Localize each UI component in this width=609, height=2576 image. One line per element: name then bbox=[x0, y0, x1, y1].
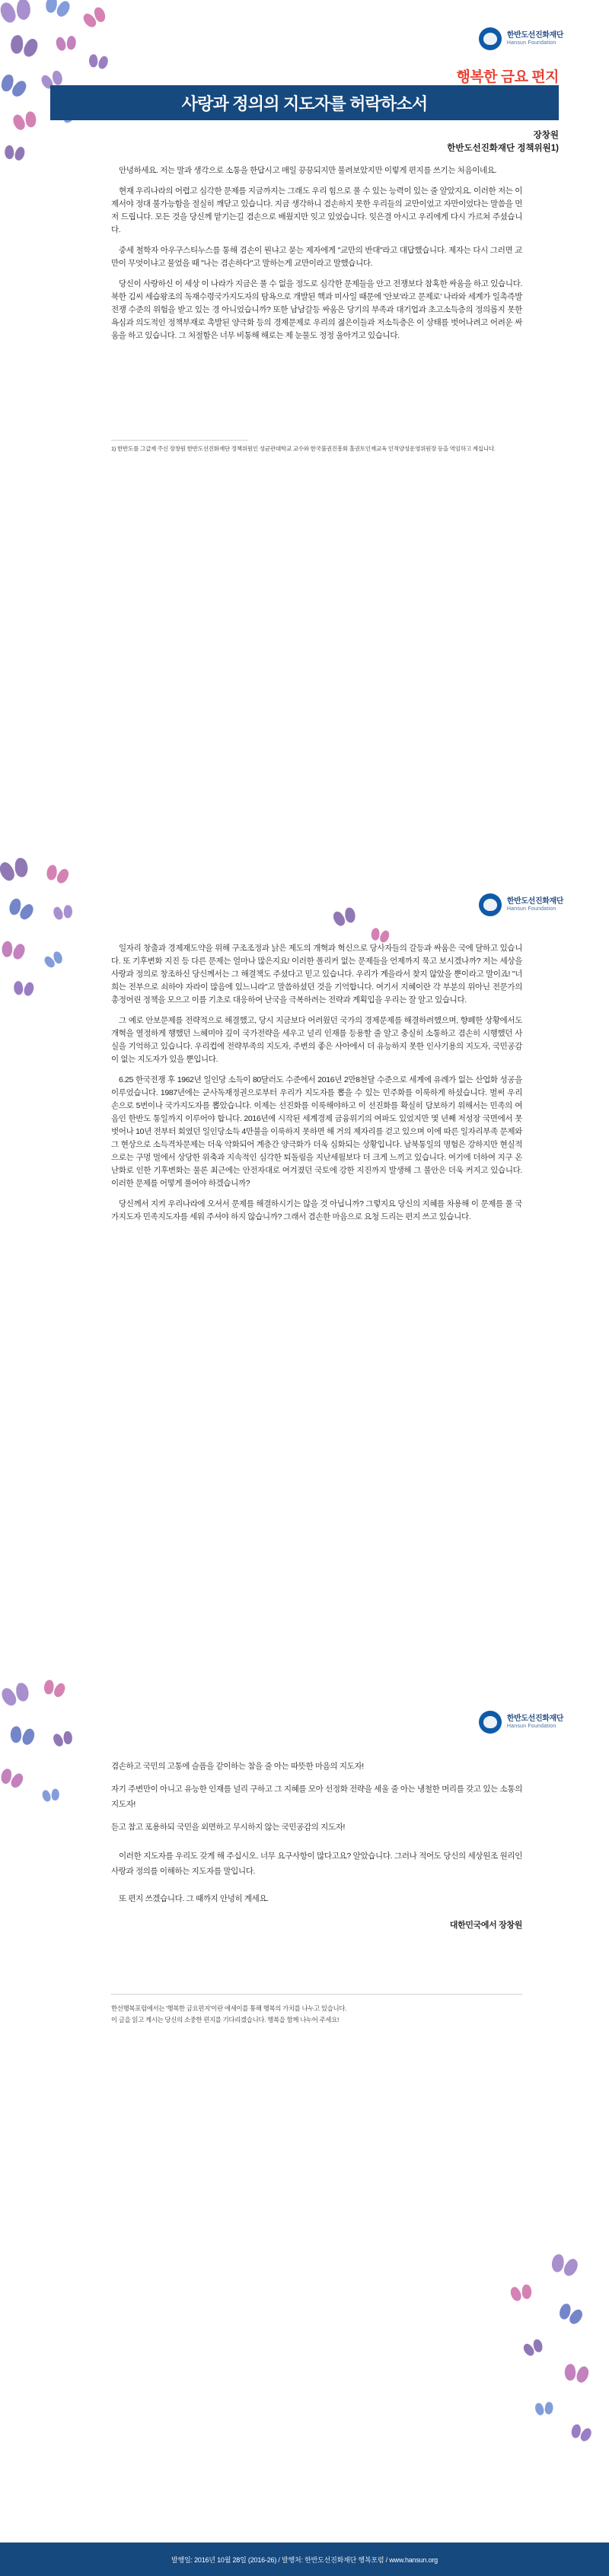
butterfly-icon bbox=[13, 981, 34, 998]
series-title: 행복한 금요 편지 bbox=[456, 69, 559, 85]
logo-korean-name: 한반도선진화재단 bbox=[506, 1715, 563, 1724]
butterfly-icon bbox=[522, 2338, 545, 2358]
footnote: 1) 한반도를 그급재 주신 장창원 한반도선진화재단 정책위원인 성균관대학교 교수와 한국불권진흥회 홀권토인재교육 인적양성운영위원장 등을 역임하고 계십니다. bbox=[111, 445, 496, 452]
signoff: 대한민국에서 장창원 bbox=[449, 1920, 522, 1930]
section-two-body bbox=[111, 942, 522, 1224]
author-name: 장창원 bbox=[533, 131, 559, 140]
butterfly-icon bbox=[8, 34, 40, 61]
page-title bbox=[50, 85, 559, 120]
butterfly-icon bbox=[53, 1731, 75, 1749]
butterfly-icon bbox=[43, 0, 72, 21]
butterfly-icon bbox=[549, 2253, 579, 2279]
footnote-divider bbox=[111, 440, 248, 441]
page-title-text: 사랑과 정의의 지도자를 허락하소서 bbox=[181, 94, 428, 113]
footer-text: 발행일: 2016년 10월 28일 (2016-26) / 발행처: 한반도선진화재단 행복포럼 / www.hansun.org bbox=[171, 2555, 438, 2564]
paragraph: 겸손하고 국민의 고통에 슬픔을 같이하는 참을 줄 아는 따뜻한 마음의 지도자! bbox=[111, 1762, 364, 1771]
butterfly-cluster-lower-left bbox=[0, 1682, 129, 1826]
section-one-body bbox=[111, 164, 522, 342]
foundation-logo-mark-icon bbox=[479, 1711, 502, 1734]
footer-bar bbox=[0, 2543, 609, 2576]
foundation-logo-mark-icon bbox=[479, 893, 502, 916]
paragraph: 6.25 한국전쟁 후 1962년 일인당 소득이 80달러도 수준에서 2016년 2만8천달 수준으로 세계에 유례가 없는 산업화 성공을 이루었습니다. 1987년에는 군사독재정권으로부터 우리가 지도자를 뽑을 수 있는 민주화를 이룩하게 하셨습니다. 벌써 우리 손으로 5번이나 국가지도자를 뽑았습니다. 이제는 선진화를 이룩해야하고 이 선진화를 확실히 담보하기 위해서는 민족의 여음인 한반도 통일까지 이루어야 합니다. 2016년에 시작된 세계경제 금융위기의 여파도 있었지만 몇 년째 저성장 국면에서 못 벗어나 10년 전부터 회였던 일인당소득 4만불을 이룩하지 못하면 해 거의 제자리를 걷고 있으며 이에 따른 일자리부족 문제와 그 현상으로 소득격차문제는 더욱 악화되어 계층간 양극화가 더욱 심화되는 상황입니다. 남북통일의 명험은 강하지만 현실적으로는 구멍 멀에서 상당한 위축과 지속적인 심각한 퇴돌림을 지난세월보다 더 크게 느끼고 있습니다. 여기에 더하여 지구 온난화로 인한 기후변화는 물론 최근에는 안전자대로 여겨졌던 국토에 강한 지진까지 발생해 그 불안은 더욱 커지고 있습니다. 이러한 문제를 어떻게 풀어야 하겠습니까? bbox=[111, 1075, 522, 1188]
butterfly-icon bbox=[12, 110, 39, 133]
closing-note-divider bbox=[111, 1994, 522, 1995]
byline bbox=[447, 129, 559, 156]
paragraph: 현재 우리나라의 어렵고 심각한 문제를 지금까지는 그래도 우리 힘으로 풀 수 있는 능력이 있는 줄 알았지요. 이러한 저는 이제서야 정대 불가능함을 절실히 깨닫고 있습니다. 지금 생각하니 겸손하지 못한 우리들의 교만이었고 자만이었다는 말씀을 먼저 드립니다. 모든 것을 당신께 맡기는길 겸손으로 배웠지만 잊고 있었습니다. 잊은결 아시고 우리에게 다시 가르쳐 주셨습니다. bbox=[111, 186, 522, 234]
closing-note-line: 한선행복포럼에서는 '행복한 금요편지'이란 에세이를 통해 행복의 가치를 나누고 있습니다. bbox=[111, 2004, 347, 2012]
butterfly-icon bbox=[0, 0, 33, 27]
butterfly-icon bbox=[53, 904, 74, 922]
section-three-body bbox=[111, 1759, 522, 1933]
closing-note bbox=[111, 2003, 522, 2025]
butterfly-icon bbox=[4, 145, 26, 162]
butterfly-icon bbox=[0, 73, 28, 101]
foundation-logo-lower bbox=[479, 1711, 563, 1734]
butterfly-icon bbox=[81, 5, 109, 30]
author-affiliation: 한반도선진화재단 정책위원1) bbox=[447, 144, 559, 154]
butterfly-icon bbox=[534, 2402, 553, 2417]
butterfly-icon bbox=[569, 2423, 592, 2444]
butterfly-icon bbox=[332, 906, 358, 929]
paragraph: 당신이 사랑하신 이 세상 이 나라가 지금은 풀 수 없을 정도로 심각한 문제들을 안고 전쟁보다 참혹한 싸움을 하고 있습니다. 북한 김씨 세습왕조의 독재수령국가지도자의 탐욕으로 개발된 핵과 미사일 때문에 '안보'라고 문제로' 나라와 세계가 일촉즉발 전쟁 수준의 위험을 받고 있는 경 아니었습니까? 또한 남남갈등 싸움은 당기의 부족과 대기업과 초고소득층의 정의롭지 못한 욕심과 의도적인 정책부재로 촉발된 양극화 등의 경제문제로 우리의 젊은이들과 저소득층은 이 상태를 벗어나려고 어려운 싸움을 하고 있습니다. 그 처절함은 너무 비통해 해로는 제 눈물도 정정 울아겨고 있습니다. bbox=[111, 279, 522, 340]
butterfly-icon bbox=[556, 2302, 585, 2328]
foundation-logo-top bbox=[479, 27, 563, 50]
paragraph: 일자리 창출과 경제재도약을 위해 구조조정과 낡은 제도의 개혁과 혁신으로 당사자들의 갈등과 싸움은 국에 달하고 있습니다. 또 기후변화 지진 등 다른 문제는 얼마나 많은지요! 이러한 폴리커 없는 문제들을 언제까지 묵고 보시겠나까? 저는 세상을 사랑과 정의로 창조하신 당신께서는 그 해결책도 주셨다고 믿고 있습니다. 우리가 계을라서 찾지 않았을 뿐이라고 말이죠! "너희는 전부으로 쇠하야 자라이 많음에 있느니라"고 말씀하셨던 것을 기억합니다. 여기서 지혜이란 각 부분의 위아닌 전문가의 총정어린 정책을 모으고 이를 기초로 대응하여 난국을 극복하려는 전략과 계획입을 우리는 잘 알고 있습니다. bbox=[111, 944, 522, 1005]
paragraph: 또 편지 쓰겠습니다. 그 때까지 안녕히 계세요. bbox=[119, 1893, 269, 1903]
foundation-logo-mark-icon bbox=[479, 27, 502, 50]
logo-english-name: Hansun Foundation bbox=[506, 40, 556, 46]
paragraph: 이러한 지도자를 우리도 갖게 해 주십시오. 너무 요구사항이 많다고요? 알았습니다. 그러나 적어도 당신의 세상원조 원리인 사랑과 정의를 이해하는 지도자를 말입니다. bbox=[111, 1851, 522, 1876]
paragraph: 자기 주변만이 아니고 유능한 인재를 널리 구하고 그 지혜를 모아 선정화 전략을 세울 줄 아는 냉철한 머리를 갖고 있는 소통의 지도자! bbox=[111, 1784, 522, 1809]
butterfly-icon bbox=[0, 1767, 24, 1791]
butterfly-icon bbox=[9, 1725, 36, 1747]
butterfly-icon bbox=[42, 1679, 66, 1700]
logo-korean-name: 한반도선진화재단 bbox=[506, 897, 563, 906]
closing-note-line: 이 글을 읽고 계시는 당신의 소중한 편지를 기다리겠습니다. 행복을 함께 나누어 주세요! bbox=[111, 2015, 340, 2024]
paragraph: 듣고 참고 포용하되 국민을 외면하고 무시하지 않는 국민공감의 지도자! bbox=[111, 1822, 346, 1832]
butterfly-icon bbox=[44, 864, 70, 887]
butterfly-icon bbox=[43, 950, 65, 971]
butterfly-icon bbox=[0, 1681, 32, 1709]
butterfly-icon bbox=[88, 53, 109, 71]
paragraph: 중세 철학자 아우구스티누스를 통해 겸손이 뭔냐고 묻는 제자에게 "교만의 반대"라고 대답했습니다. 제자는 다시 그러면 교만이 무엇이냐고 물었을 때 "나는 겸손하다"고 말하는게 교만이라고 말했습니다. bbox=[111, 246, 522, 268]
logo-korean-name: 한반도선진화재단 bbox=[506, 31, 563, 40]
paragraph: 안녕하세요. 저는 말과 생각으로 소통을 한답시고 매일 끙끙되지만 불려보았지만 이렇게 편지를 쓰기는 처음이네요. bbox=[119, 166, 497, 175]
butterfly-icon bbox=[563, 2363, 590, 2385]
butterfly-icon bbox=[0, 941, 26, 963]
butterfly-icon bbox=[6, 897, 35, 924]
logo-english-name: Hansun Foundation bbox=[506, 906, 556, 912]
paragraph: 당신께서 지켜 우리나라에 오셔서 문제를 해결하시기는 않을 것 아닙니까? 그렇지요 당신의 지혜를 차용해 이 문제를 풀 국가지도자 민족지도자를 세워 주셔야 하지 않습니까? 그래서 겸손한 마음으로 요청 드리는 편지 쓰고 있습니다. bbox=[111, 1199, 522, 1221]
butterfly-icon bbox=[42, 1788, 60, 1804]
butterfly-icon bbox=[56, 36, 77, 53]
butterfly-icon bbox=[0, 857, 30, 885]
butterfly-icon bbox=[509, 2284, 533, 2304]
logo-english-name: Hansun Foundation bbox=[506, 1723, 556, 1729]
foundation-logo-middle bbox=[479, 893, 563, 916]
paragraph: 그 예로 안보문제를 전략적으로 해결했고, 당시 지금보다 어려웠던 국가의 경제문제를 해결하려했으며, 향폐한 상황에서도 개혁을 열정하게 행했던 느헤미야 깊이 국가전략을 세우고 널리 인재를 등용할 줄 알고 충실히 소통하고 겸손히 시행했던 사실을 기억하고 있습니다. 우리컵에 전략부족의 지도자, 주변의 좋은 사아에서 더 유능하지 못한 인사기용의 지도자, 국민공감이 없는 지도자가 있을 뿐입니다. bbox=[111, 1016, 522, 1064]
butterfly-cluster-bottom-right bbox=[464, 2253, 609, 2481]
